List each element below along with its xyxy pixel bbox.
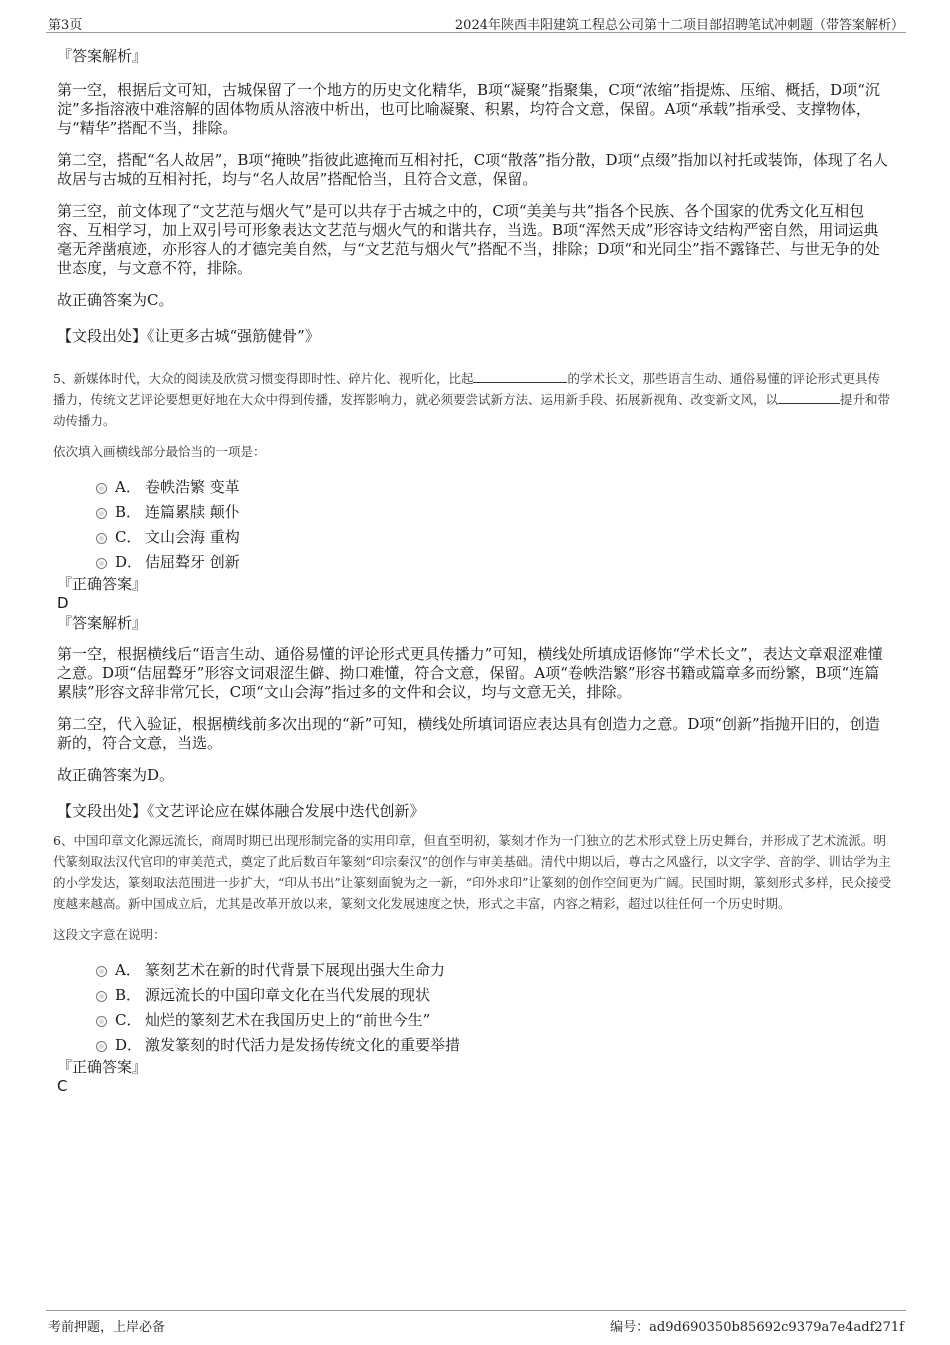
page-number: 第3页	[48, 18, 83, 33]
q5-answer-label: 『正确答案』	[57, 575, 148, 593]
radio-icon[interactable]	[96, 508, 107, 519]
q5-conclusion: 故正确答案为D。	[57, 766, 175, 784]
q5-option-c[interactable]: C． 文山会海 重构	[57, 527, 892, 552]
q5-analysis-para-1: 第一空，根据横线后“语言生动、通俗易懂的评论形式更具传播力”可知，横线处所填成语修饰“学术长文”，表达文章艰涩难懂之意。D项“佶屈聱牙”形容文词艰涩生僻、拗口难懂，符合文意，保留。A项“卷帙浩繁”形容书籍或篇章多而纷繁，B项“连篇累牍”形容文辞非常冗长，C项“文山会海”指过多的文件和会议，均与文意无关，排除。	[57, 645, 883, 701]
q4-source: 【文段出处】《让更多古城“强筋健骨”》	[57, 327, 320, 345]
q6-option-d[interactable]: D． 激发篆刻的时代活力是发扬传统文化的重要举措	[57, 1035, 892, 1060]
q6-option-a[interactable]: A． 篆刻艺术在新的时代背景下展现出强大生命力	[57, 960, 892, 985]
q5-source: 【文段出处】《文艺评论应在媒体融合发展中迭代创新》	[57, 802, 425, 820]
q4-analysis-para-3: 第三空，前文体现了“文艺范与烟火气”是可以共存于古城之中的，C项“美美与共”指各个民族、各个国家的优秀文化互相包容、互相学习，加上双引号可形象表达文艺范与烟火气的和谐共存，当选。B项“浑然天成”形容诗文结构严密自然，用词运典毫无斧凿痕迹，亦形容人的才德完美自然，与“文艺范与烟火气”搭配不当，排除；D项“和光同尘”指不露锋芒、与世无争的处世态度，与文意不符，排除。	[57, 202, 880, 277]
q5-analysis-para-2: 第二空，代入验证，根据横线前多次出现的“新”可知，横线处所填词语应表达具有创造力之意。D项“创新”指抛开旧的，创造新的，符合文意，当选。	[57, 715, 880, 752]
radio-icon[interactable]	[96, 966, 107, 977]
q6-answer: C	[57, 1077, 68, 1095]
radio-icon[interactable]	[96, 1041, 107, 1052]
radio-icon[interactable]	[96, 483, 107, 494]
q6-prompt: 这段文字意在说明：	[53, 927, 166, 942]
document-title: 2024年陕西丰阳建筑工程总公司第十二项目部招聘笔试冲刺题（带答案解析）	[454, 18, 904, 33]
q5-option-a[interactable]: A． 卷帙浩繁 变革	[57, 477, 892, 502]
q6-answer-label: 『正确答案』	[57, 1058, 148, 1076]
q4-analysis-para-1: 第一空，根据后文可知，古城保留了一个地方的历史文化精华，B项“凝聚”指聚集，C项“浓缩”指提炼、压缩、概括，D项“沉淀”多指溶液中难溶解的固体物质从溶液中析出，也可比喻凝聚、积累，均符合文意，保留。A项“承载”指承受、支撑物体，与“精华”搭配不当，排除。	[57, 81, 880, 137]
q5-prompt: 依次填入画横线部分最恰当的一项是：	[53, 444, 266, 459]
radio-icon[interactable]	[96, 533, 107, 544]
q4-analysis-label: 『答案解析』	[57, 47, 148, 65]
q5-blank-2	[778, 390, 840, 404]
radio-icon[interactable]	[96, 558, 107, 569]
q5-option-d[interactable]: D． 佶屈聱牙 创新	[57, 552, 892, 577]
q5-answer: D	[57, 594, 69, 612]
q5-option-b[interactable]: B． 连篇累牍 颠仆	[57, 502, 892, 527]
page-footer	[46, 1310, 906, 1335]
q5-analysis-label: 『答案解析』	[57, 614, 148, 632]
footer-slogan: 考前押题，上岸必备	[48, 1320, 166, 1335]
q5-blank-1	[473, 369, 567, 383]
page-content	[53, 46, 892, 1095]
radio-icon[interactable]	[96, 1016, 107, 1027]
q5-options	[57, 477, 892, 577]
q6-option-c[interactable]: C． 灿烂的篆刻艺术在我国历史上的“前世今生”	[57, 1010, 892, 1035]
q6-option-b[interactable]: B． 源远流长的中国印章文化在当代发展的现状	[57, 985, 892, 1010]
q4-analysis-para-2: 第二空，搭配“名人故居”，B项“掩映”指彼此遮掩而互相衬托，C项“散落”指分散，D项“点缀”指加以衬托或装饰，体现了名人故居与古城的互相衬托，均与“名人故居”搭配恰当，且符合文意，保留。	[57, 151, 888, 188]
q6-stem: 6、中国印章文化源远流长，商周时期已出现形制完备的实用印章，但直至明初，篆刻才作为一门独立的艺术形式登上历史舞台，并形成了艺术流派。明代篆刻取法汉代官印的审美范式，奠定了此后数百年篆刻“印宗秦汉”的创作与审美基础。清代中期以后，尊古之风盛行，以文字学、音韵学、训诂学为主的小学发达，篆刻取法范围进一步扩大，“印从书出”让篆刻面貌为之一新，“印外求印”让篆刻的创作空间更为广阔。民国时期，篆刻形式多样，民众接受度越来越高。新中国成立后，尤其是改革开放以来，篆刻文化发展速度之快，形式之丰富，内容之精彩，超过以往任何一个历史时期。	[53, 833, 892, 911]
q6-options	[57, 960, 892, 1060]
document-id: 编号：ad9d690350b85692c9379a7e4adf271f	[610, 1320, 904, 1335]
page-header	[46, 12, 906, 33]
q4-conclusion: 故正确答案为C。	[57, 291, 174, 309]
radio-icon[interactable]	[96, 991, 107, 1002]
q5-stem: 5、新媒体时代，大众的阅读及欣赏习惯变得即时性、碎片化、视听化，比起 的学术长文，那些语言生动、通俗易懂的评论形式更具传播力，传统文艺评论要想更好地在大众中得到传播，发挥影响力，就必须要尝试新方法、运用新手段、拓展新视角、改变新文风，以 提升和带动传播力。	[53, 371, 891, 428]
